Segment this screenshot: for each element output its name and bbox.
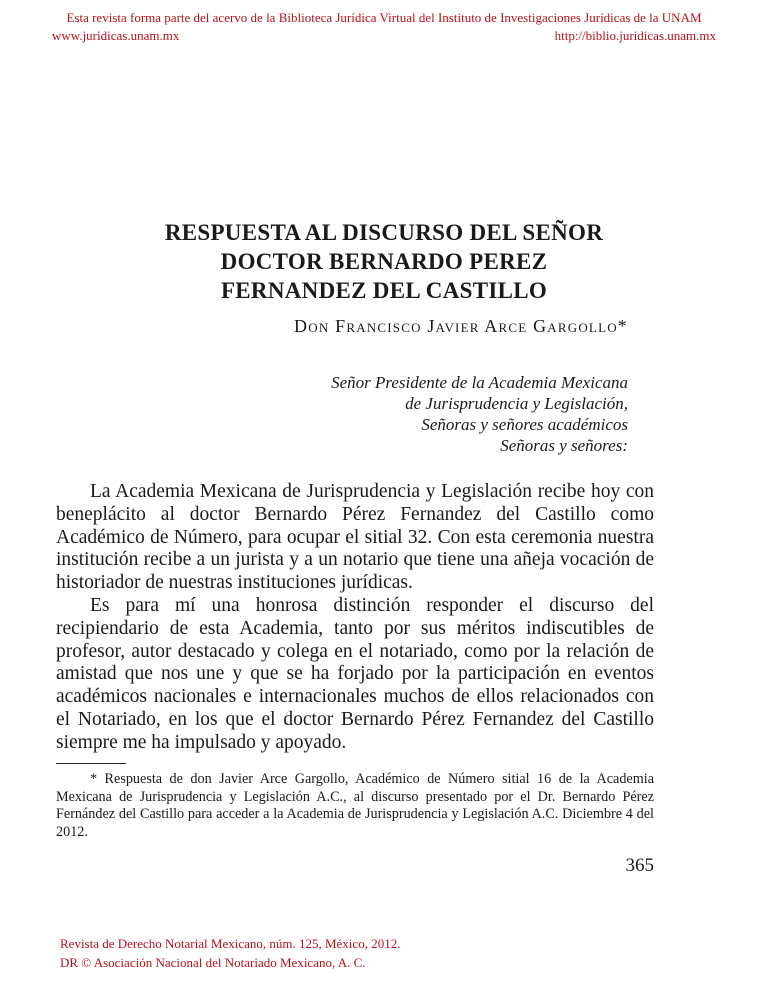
title-line: RESPUESTA AL DISCURSO DEL SEÑOR — [164, 220, 604, 245]
article-title — [100, 218, 668, 305]
article-body — [56, 481, 654, 755]
author-name: Don Francisco Javier Arce Gargollo* — [294, 316, 628, 336]
footer-copyright: DR © Asociación Nacional del Notariado Mexicano, A. C. — [60, 955, 366, 970]
salutation-line: Señoras y señores académicos — [421, 415, 628, 434]
salutation-line: de Jurisprudencia y Legislación, — [405, 394, 628, 413]
header-left-link[interactable]: www.juridicas.unam.mx — [52, 28, 180, 43]
page-number: 365 — [625, 855, 654, 876]
title-line: DOCTOR BERNARDO PEREZ — [220, 249, 548, 274]
header-notice: Esta revista forma parte del acervo de la Biblioteca Jurídica Virtual del Instituto de Investigaciones Jurídicas de la UNAM — [66, 10, 702, 25]
salutation-line: Señor Presidente de la Academia Mexicana — [331, 373, 628, 392]
body-paragraph: Es para mí una honrosa distinción responder el discurso del recipiendario de esta Academia, tanto por sus méritos indiscutibles de profesor, autor destacado y colega en el notariado, como por la relación de amistad que nos une y que se ha forjado por la participación en eventos académicos nacionales e internacionales muchos de ellos relacionados con el Notariado, en los que el doctor Bernardo Pérez Fernandez del Castillo siempre me ha impulsado y apoyado. — [56, 594, 654, 753]
footnote: * Respuesta de don Javier Arce Gargollo, Académico de Número sitial 16 de la Academia Mexicana de Jurisprudencia y Legislación A.C., al discurso presentado por el Dr. Bernardo Pérez Fernández del Castillo para acceder a la Academia de Jurisprudencia y Legislación A.C. Diciembre 4 del 2012. — [56, 771, 654, 840]
header-right-link[interactable]: http://biblio.juridicas.unam.mx — [554, 28, 716, 43]
footnote-divider — [56, 763, 126, 764]
salutation — [331, 372, 628, 456]
body-paragraph: La Academia Mexicana de Jurisprudencia y Legislación recibe hoy con beneplácito al doctor Bernardo Pérez Fernandez del Castillo como Académico de Número, para ocupar el sitial 32. Con esta ceremonia nuestra institución recibe a un jurista y a un notario que tiene una añeja vocación de historiador de nuestras instituciones jurídicas. — [56, 481, 654, 594]
title-line: FERNANDEZ DEL CASTILLO — [220, 278, 548, 303]
footer-journal: Revista de Derecho Notarial Mexicano, núm. 125, México, 2012. — [60, 936, 401, 951]
salutation-line: Señoras y señores: — [500, 436, 628, 455]
